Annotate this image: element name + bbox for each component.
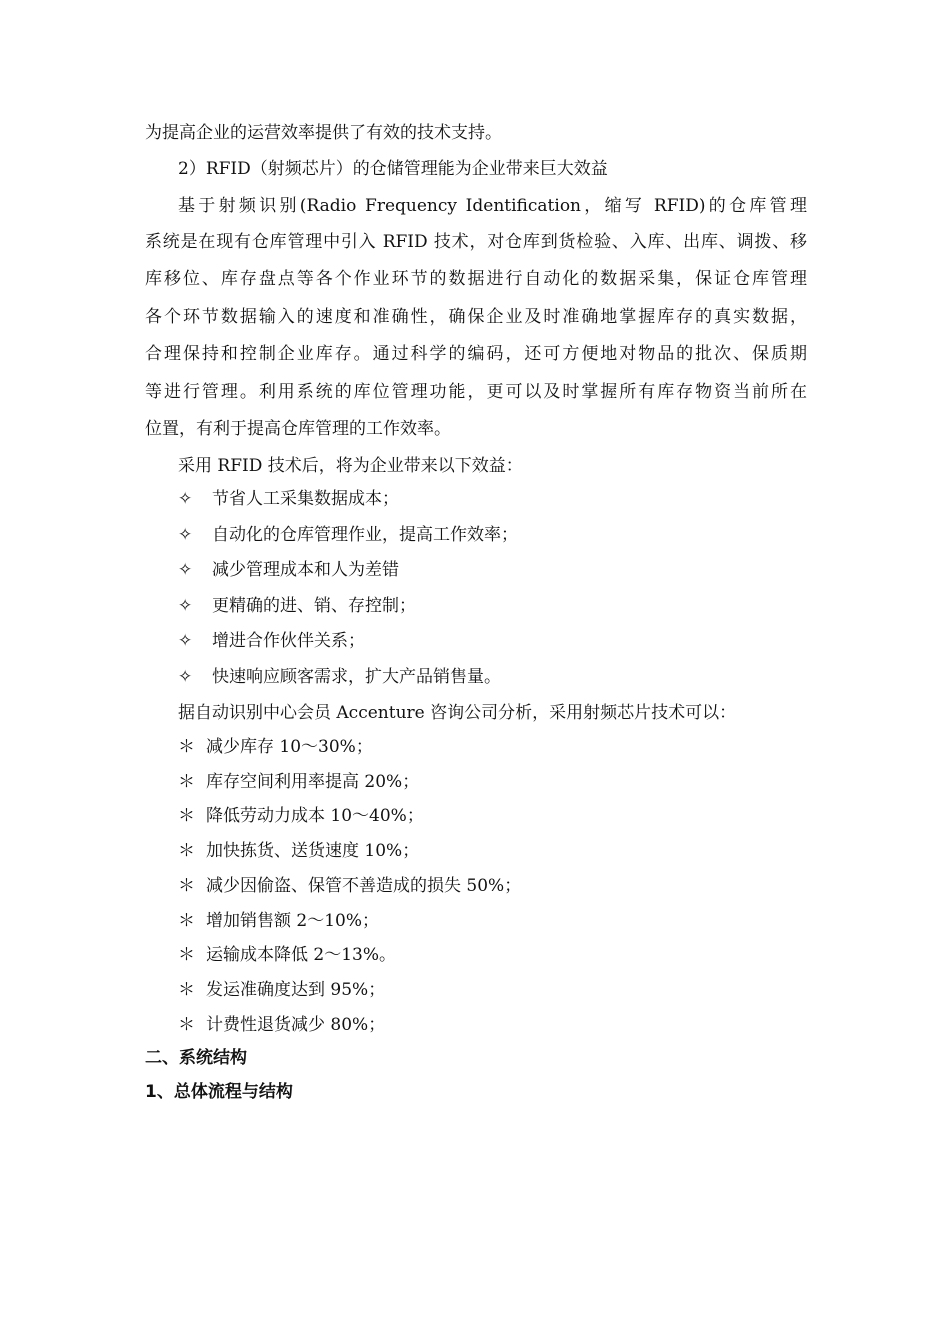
asterisk-bullet-icon: ＊ (178, 910, 195, 931)
list-item-text: 减少因偷盗、保管不善造成的损失 50%； (206, 875, 522, 896)
list-item-text: 增进合作伙伴关系； (212, 631, 365, 652)
list-item-text: 减少管理成本和人为差错 (212, 560, 399, 581)
asterisk-bullet-icon: ＊ (178, 806, 195, 827)
paragraph-line: 合理保持和控制企业库存。通过科学的编码，还可方便地对物品的批次、保质期 (145, 344, 807, 364)
list-item-text: 节省人工采集数据成本； (212, 489, 399, 509)
subsection-heading: 1、总体流程与结构 (145, 1082, 293, 1102)
list-item-text: 快速响应顾客需求，扩大产品销售量。 (212, 667, 501, 687)
list-item-text: 减少库存 10～30%； (206, 737, 373, 757)
diamond-bullet-icon: ✧ (178, 595, 193, 616)
asterisk-bullet-icon: ＊ (178, 841, 195, 862)
asterisk-bullet-icon: ＊ (178, 737, 195, 757)
asterisk-bullet-icon: ＊ (178, 979, 195, 1000)
list-item-text: 降低劳动力成本 10～40%； (206, 806, 424, 827)
paragraph-line: 系统是在现有仓库管理中引入 RFID 技术，对仓库到货检验、入库、出库、调拨、移 (145, 232, 807, 252)
list-item-text: 更精确的进、销、存控制； (212, 595, 416, 616)
diamond-bullet-icon: ✧ (178, 489, 193, 509)
list-item-text: 自动化的仓库管理作业，提高工作效率； (212, 524, 518, 545)
diamond-bullet-icon: ✧ (178, 560, 193, 581)
asterisk-bullet-icon: ＊ (178, 1014, 195, 1035)
paragraph-line: 等进行管理。利用系统的库位管理功能，更可以及时掌握所有库存物资当前所在 (145, 382, 807, 402)
list-item-text: 计费性退货减少 80%； (206, 1014, 386, 1035)
diamond-bullet-icon: ✧ (178, 667, 193, 687)
paragraph-line: 据自动识别中心会员 Accenture 咨询公司分析，采用射频芯片技术可以： (178, 703, 737, 723)
paragraph-line: 为提高企业的运营效率提供了有效的技术支持。 (145, 123, 502, 143)
asterisk-bullet-icon: ＊ (178, 875, 195, 896)
diamond-bullet-icon: ✧ (178, 631, 193, 652)
asterisk-bullet-icon: ＊ (178, 771, 195, 792)
paragraph-line: 位置，有利于提高仓库管理的工作效率。 (145, 419, 451, 439)
list-item-text: 运输成本降低 2～13%。 (206, 945, 397, 966)
list-item-text: 加快拣货、送货速度 10%； (206, 841, 420, 862)
diamond-bullet-icon: ✧ (178, 524, 193, 545)
paragraph-line: 采用 RFID 技术后，将为企业带来以下效益： (178, 456, 523, 476)
subheading-rfid-benefit: 2）RFID（射频芯片）的仓储管理能为企业带来巨大效益 (178, 159, 608, 179)
list-item-text: 增加销售额 2～10%； (206, 910, 380, 931)
section-heading: 二、系统结构 (145, 1048, 247, 1068)
list-item-text: 库存空间利用率提高 20%； (206, 771, 420, 792)
paragraph-line: 各个环节数据输入的速度和准确性，确保企业及时准确地掌握库存的真实数据， (145, 307, 807, 327)
asterisk-bullet-icon: ＊ (178, 945, 195, 966)
paragraph-line: 库移位、库存盘点等各个作业环节的数据进行自动化的数据采集，保证仓库管理 (145, 269, 807, 289)
paragraph-line: 基于射频识别(Radio Frequency Identification，缩写 RFID)的仓库管理 (178, 196, 807, 216)
list-item-text: 发运准确度达到 95%； (206, 979, 386, 1000)
